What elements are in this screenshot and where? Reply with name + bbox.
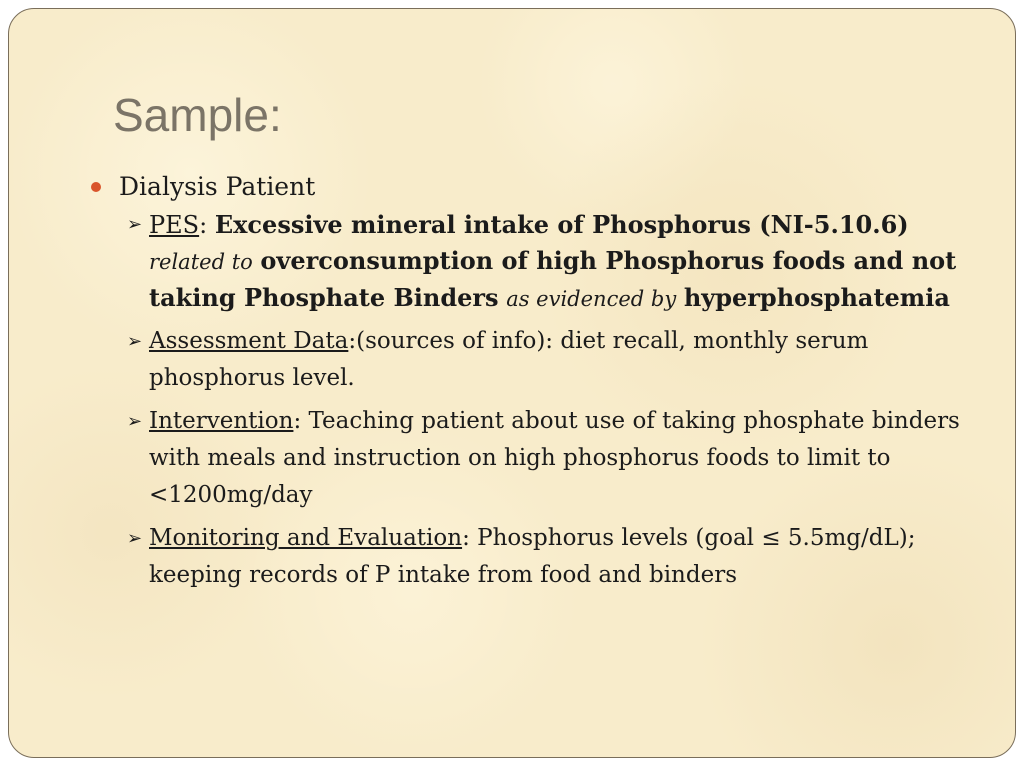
slide-content	[87, 169, 967, 600]
sub-item-pes	[87, 207, 969, 317]
pes-evidenced-by: as evidenced by	[506, 287, 677, 311]
arrow-bullet-icon: ➢	[127, 528, 143, 549]
bullet-dot-icon	[91, 182, 101, 192]
slide-title: Sample:	[113, 89, 282, 141]
intervention-text: : Teaching patient about use of taking phosphate binders with meals and instruction on high phosphorus foods to limit to <1200mg/day	[149, 408, 960, 508]
monitoring-label: Monitoring and Evaluation	[149, 525, 463, 551]
pes-separator: :	[199, 211, 215, 239]
intervention-label: Intervention	[149, 408, 294, 434]
sub-item-assessment-data	[87, 323, 969, 397]
arrow-bullet-icon: ➢	[127, 331, 143, 352]
monitoring-text: : Phosphorus levels (goal ≤ 5.5mg/dL); keeping records of P intake from food and binders	[149, 525, 916, 588]
pes-signs: hyperphosphatemia	[683, 283, 950, 312]
pes-etiology: overconsumption of high Phosphorus foods and not taking Phosphate Binders	[149, 246, 957, 312]
slide	[8, 8, 1016, 758]
assessment-label: Assessment Data	[149, 328, 349, 354]
sub-item-monitoring-evaluation	[87, 520, 969, 594]
bullet-dialysis-patient	[87, 169, 967, 205]
pes-related-to: related to	[149, 250, 253, 274]
bullet-text: Dialysis Patient	[119, 172, 316, 201]
pes-label: PES	[149, 211, 200, 239]
pes-problem: Excessive mineral intake of Phosphorus (NI-5.10.6)	[214, 210, 909, 239]
arrow-bullet-icon: ➢	[127, 411, 143, 432]
assessment-text: :(sources of info): diet recall, monthly serum phosphorus level.	[149, 328, 869, 391]
sub-item-intervention	[87, 403, 969, 514]
arrow-bullet-icon: ➢	[127, 214, 143, 235]
